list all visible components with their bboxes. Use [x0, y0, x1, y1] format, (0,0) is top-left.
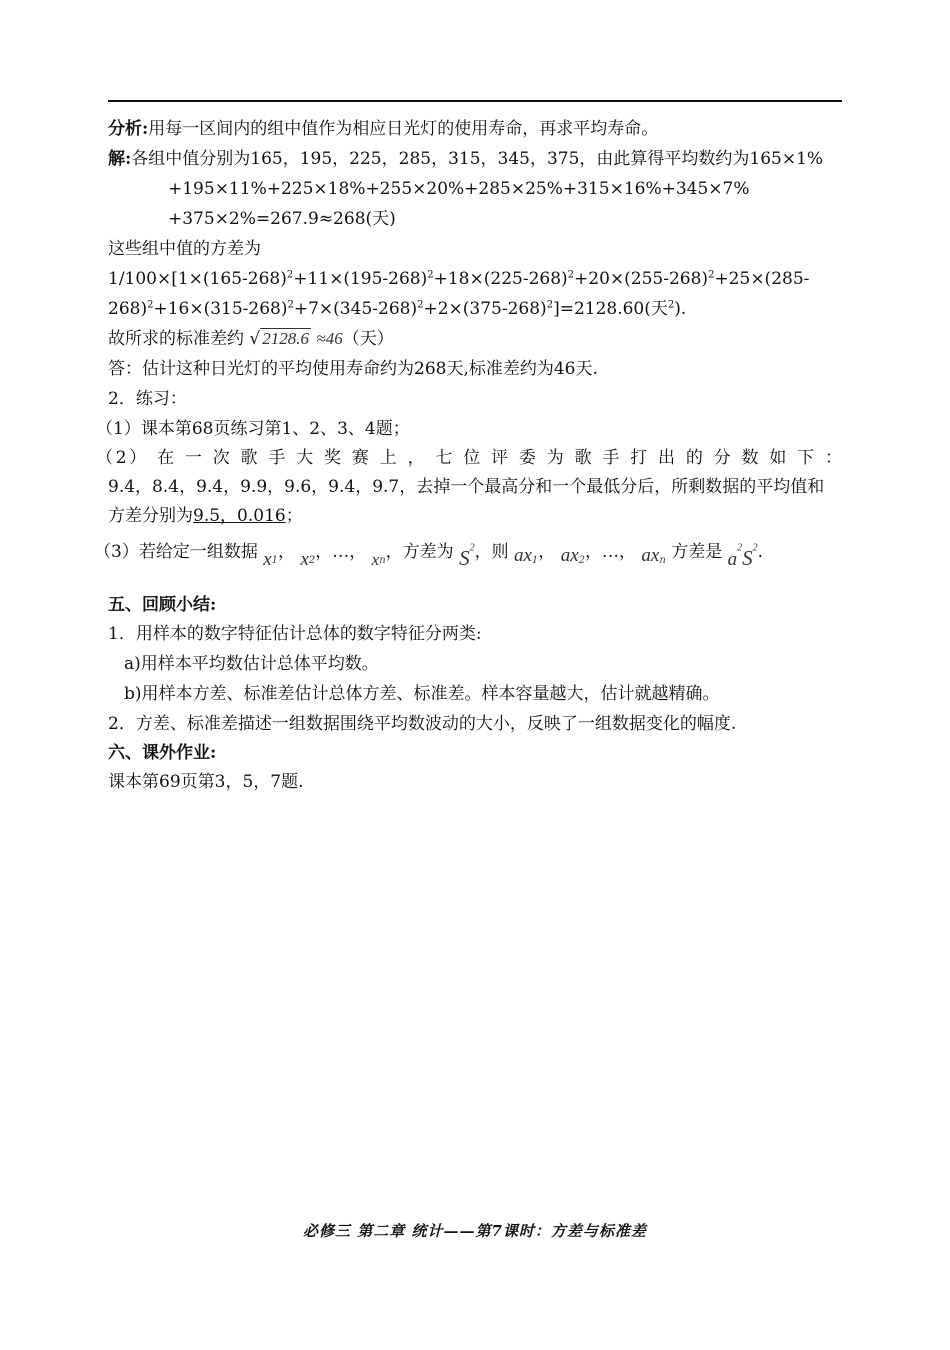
practice-item-2-line-2: 9.4，8.4，9.4，9.9，9.6，9.4，9.7，去掉一个最高分和一个最低分后，所剩数据的平均值和: [108, 477, 825, 497]
homework-text: 课本第69页第3，5，7题.: [108, 772, 304, 792]
subscript-1: 1: [271, 555, 279, 566]
item2-answer: 9.5，0.016: [193, 506, 286, 526]
std-line: [108, 328, 394, 350]
math-axn: ax: [641, 545, 660, 566]
review-point-1b: b)用样本方差、标准差估计总体方差、标准差。样本容量越大，估计就越精确。: [124, 684, 720, 704]
square-sup: 2: [667, 299, 675, 311]
radical-sign-icon: √: [249, 329, 261, 349]
square-sup: 2: [737, 542, 743, 554]
ellipsis: …，: [332, 542, 367, 562]
header-rule: [108, 100, 842, 102]
comma: ，: [585, 542, 603, 562]
analysis-text: 用每一区间内的组中值作为相应日光灯的使用寿命，再求平均寿命。: [148, 119, 659, 139]
square-sup: 2: [427, 269, 434, 281]
square-sup: 2: [417, 299, 424, 311]
comma: ，: [315, 542, 333, 562]
var-term: ]=2128.60(天: [553, 299, 668, 319]
square-sup: 2: [708, 269, 715, 281]
item2-prefix: 方差分别为: [108, 506, 193, 526]
review-heading: 五、回顾小结:: [108, 595, 217, 615]
practice-heading: 2．练习：: [108, 389, 187, 409]
item3-prefix: （3）若给定一组数据: [94, 542, 258, 562]
square-sup: 2: [546, 299, 554, 311]
std-result: ≈46: [316, 329, 343, 348]
subscript-2: 2: [578, 555, 586, 566]
var-term: +2×(375-268): [423, 299, 547, 319]
math-x1: x: [263, 549, 272, 570]
solution-line-2: +195×11%+225×18%+255×20%+285×25%+315×16%+345×7%: [168, 179, 750, 199]
variance-formula-line-2: [108, 298, 686, 320]
var-term: 268): [108, 299, 148, 319]
var-term: 1/100×[1×(165-268): [108, 269, 287, 289]
square-sup: 2: [147, 299, 154, 311]
math-a: a: [727, 549, 738, 570]
square-sup: 2: [286, 269, 294, 281]
comma: ，: [278, 542, 296, 562]
subscript-n: n: [379, 555, 386, 566]
var-term: +7×(345-268): [293, 299, 418, 319]
variance-intro: 这些组中值的方差为: [108, 239, 261, 259]
homework-heading: 六、课外作业:: [108, 743, 217, 763]
solution-line-3: +375×2%=267.9≈268(天): [168, 209, 396, 229]
var-term: +16×(315-268): [153, 299, 288, 319]
practice-item-3: [94, 537, 763, 568]
period: .: [757, 542, 764, 562]
var-term: +18×(225-268): [433, 269, 568, 289]
solution-line-1: [108, 148, 823, 170]
answer-line: 答：估计这种日光灯的平均使用寿命约为268天,标准差约为46天.: [108, 359, 598, 379]
analysis-line: [108, 118, 658, 140]
variance-formula-line-1: [108, 268, 809, 290]
std-radicand: 2128.6: [262, 329, 309, 348]
review-point-1a: a)用样本平均数估计总体平均数。: [124, 654, 379, 674]
math-S: S: [742, 546, 753, 570]
var-term: +25×(285-: [714, 269, 810, 289]
math-ax1: ax: [513, 545, 532, 566]
analysis-label: 分析:: [108, 119, 149, 139]
var-term: +11×(195-268): [293, 269, 428, 289]
then-label: ，则: [474, 542, 509, 562]
math-S: S: [459, 546, 470, 570]
sqrt-expression: [249, 328, 311, 350]
comma: ，: [538, 542, 556, 562]
review-point-2: 2．方差、标准差描述一组数据围绕平均数波动的大小，反映了一组数据变化的幅度.: [108, 714, 737, 734]
practice-item-2-line-1: （2） 在 一 次 歌 手 大 奖 赛 上 ， 七 位 评 委 为 歌 手 打 出 的 分 数 如 下 ：: [96, 448, 842, 468]
solution-label: 解:: [108, 149, 132, 169]
std-prefix: 故所求的标准差约: [108, 329, 244, 349]
square-sup: 2: [287, 299, 294, 311]
square-sup: 2: [567, 269, 575, 281]
variance-label: ，方差为: [385, 542, 454, 562]
solution-text-1: 各组中值分别为165，195，225，285，315，345，375，由此算得平均数约为165×1%: [131, 149, 824, 169]
review-point-1: 1．用样本的数字特征估计总体的数字特征分两类:: [108, 624, 482, 644]
subscript-1: 1: [531, 555, 539, 566]
square-sup: 2: [469, 542, 475, 554]
variance-is-label: 方差是: [671, 542, 723, 562]
var-term: +20×(255-268): [574, 269, 709, 289]
practice-item-2-line-3: [108, 505, 303, 527]
math-xn: x: [371, 550, 380, 569]
practice-item-1: （1）课本第68页练习第1、2、3、4题；: [96, 419, 410, 439]
subscript-n: n: [659, 555, 666, 566]
subscript-2: 2: [308, 555, 316, 566]
math-ax2: ax: [560, 545, 579, 566]
square-sup: 2: [752, 542, 758, 554]
page-footer: 必修三 第二章 统计——第7课时：方差与标准差: [303, 1222, 647, 1240]
math-x2: x: [300, 549, 309, 570]
std-suffix: （天）: [342, 329, 394, 349]
item2-suffix: ；: [285, 506, 303, 526]
ellipsis: …，: [602, 542, 637, 562]
var-term: ).: [674, 299, 687, 319]
